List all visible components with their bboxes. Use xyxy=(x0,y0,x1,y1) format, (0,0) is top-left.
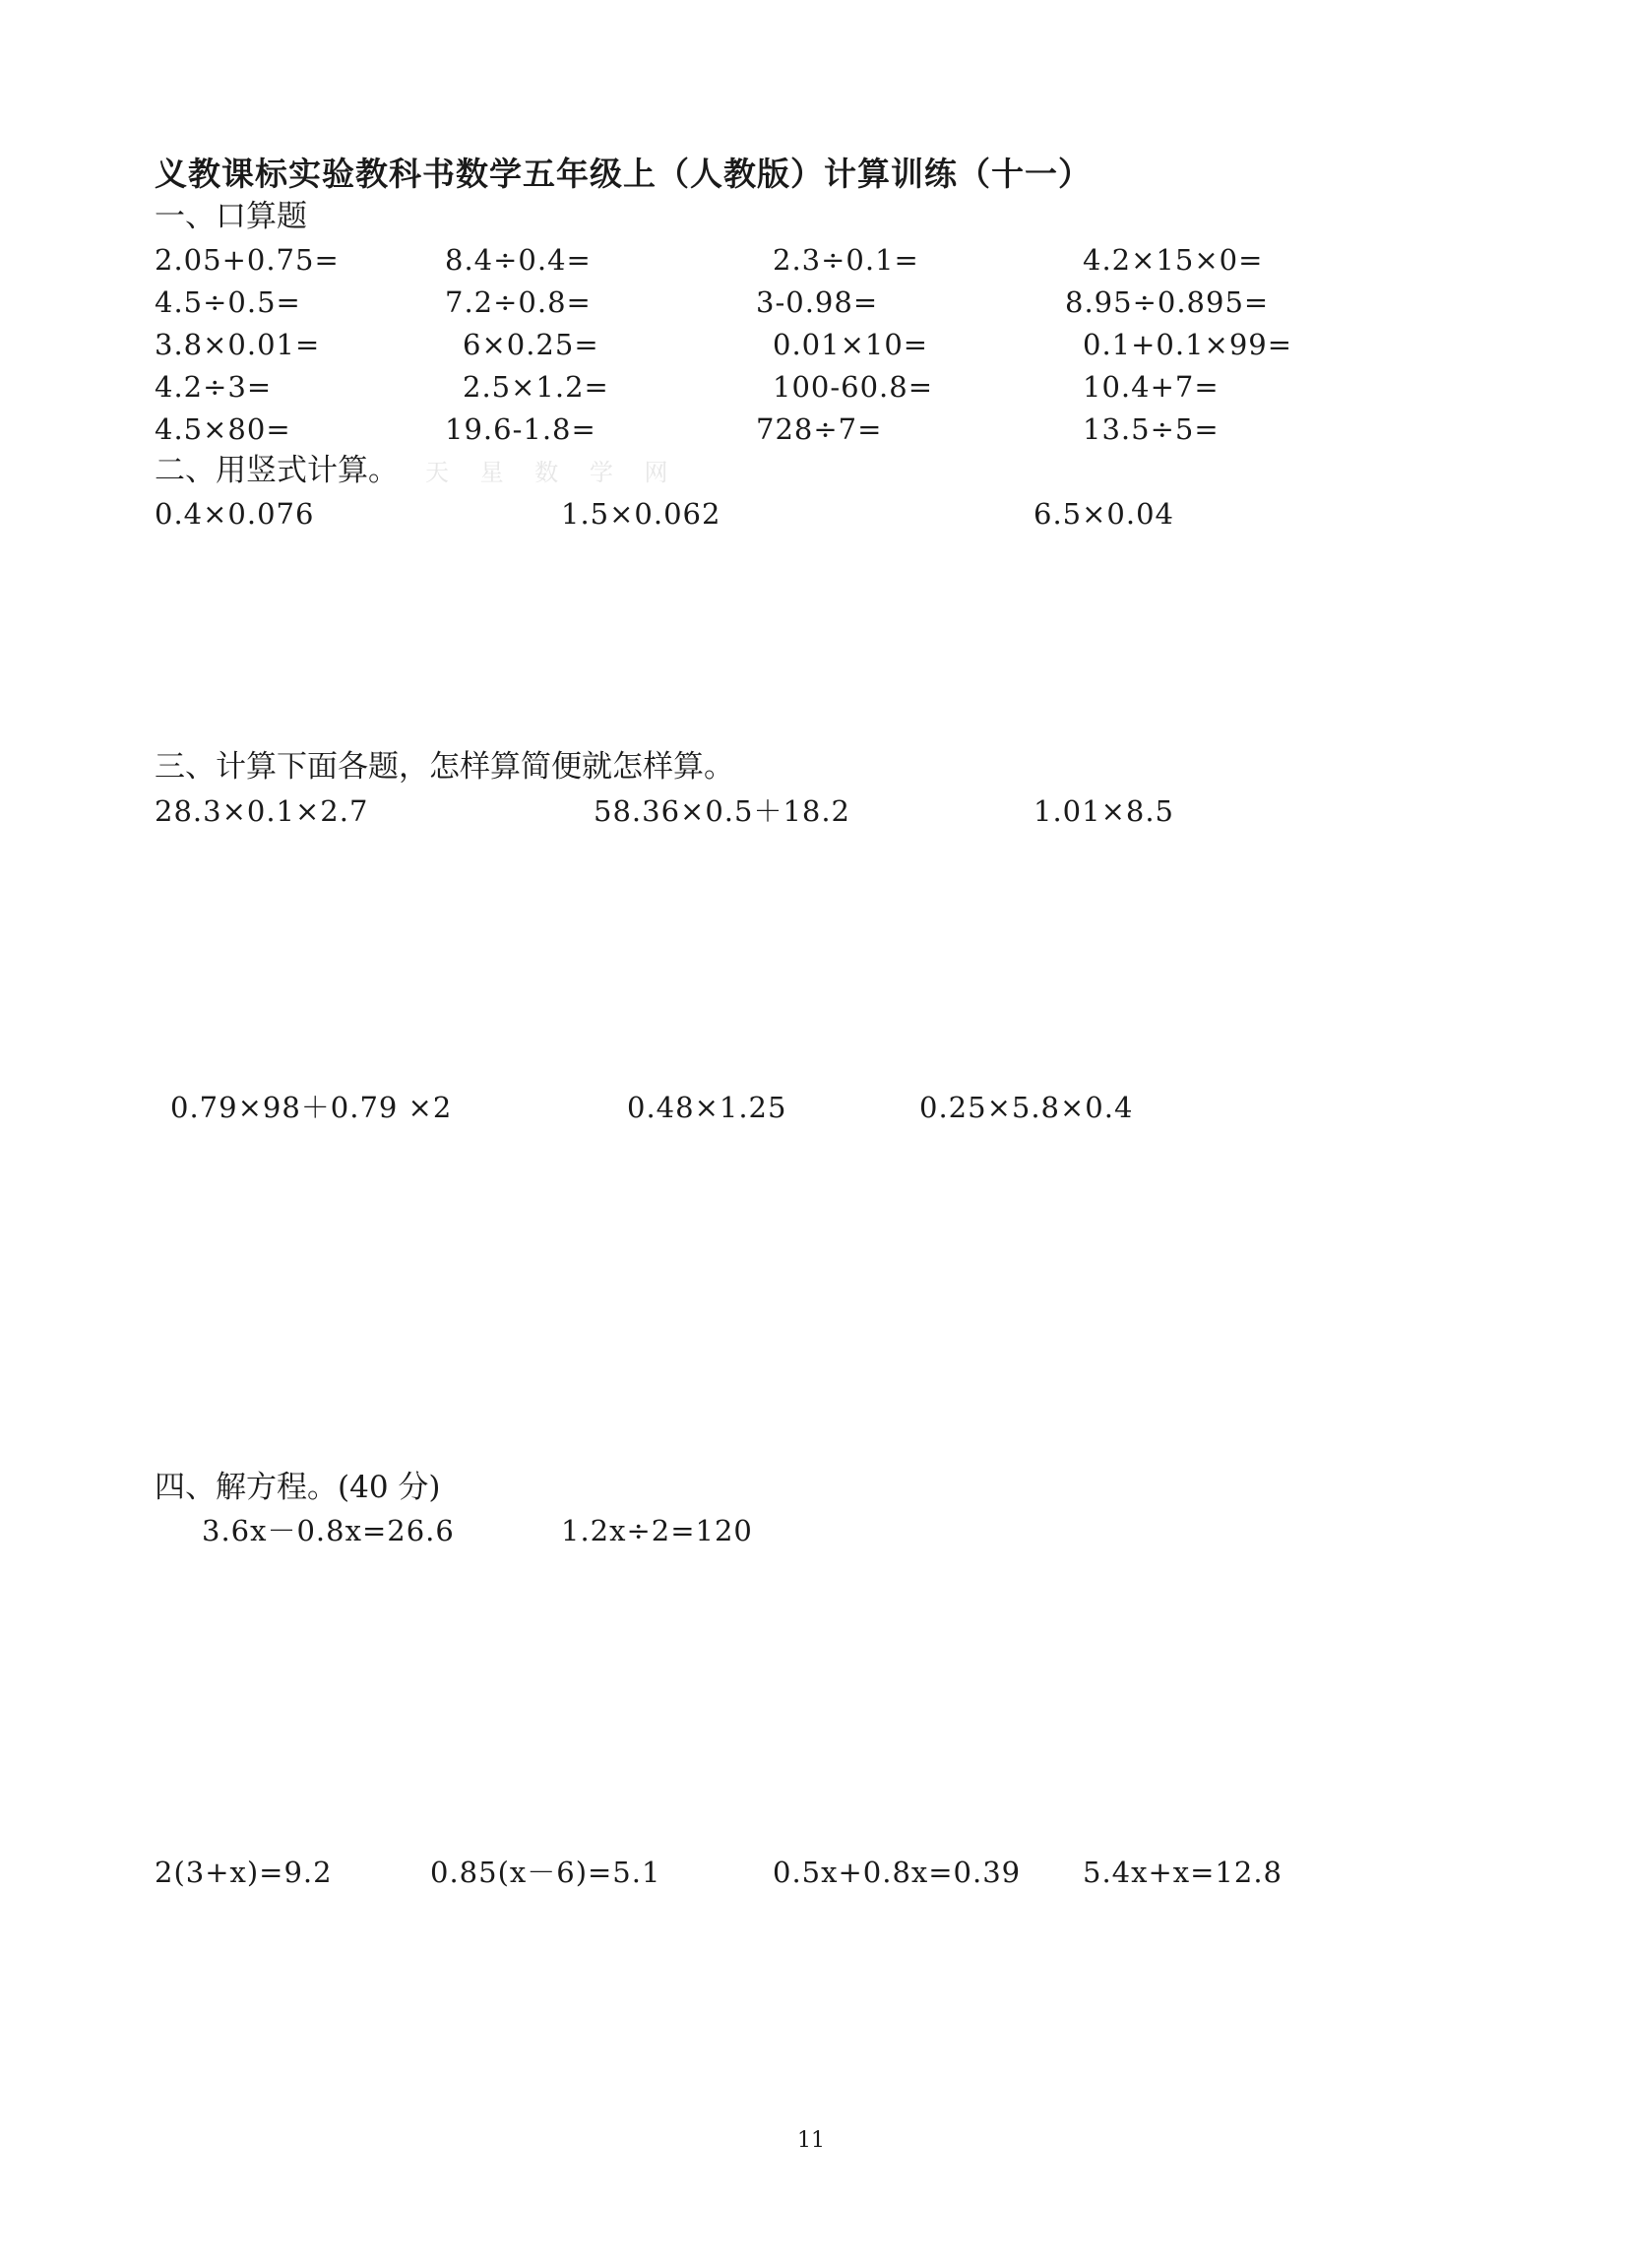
oral-problem: 100-60.8= xyxy=(773,370,934,404)
oral-problem: 4.2×15×0= xyxy=(1083,243,1264,277)
vertical-calc-problem: 1.5×0.062 xyxy=(561,497,721,531)
watermark: 天 星 数 学 网 xyxy=(425,459,680,486)
oral-problem: 3-0.98= xyxy=(756,285,879,319)
oral-problem: 6×0.25= xyxy=(463,328,599,361)
equation-problem: 3.6x－0.8x=26.6 xyxy=(202,1514,455,1547)
equation-problem: 5.4x+x=12.8 xyxy=(1083,1856,1283,1889)
simplify-problem: 0.79×98＋0.79 ×2 xyxy=(170,1091,453,1124)
vertical-calc-problem: 6.5×0.04 xyxy=(1033,497,1174,531)
oral-problem: 7.2÷0.8= xyxy=(445,285,592,319)
section3-heading: 三、计算下面各题，怎样算简便就怎样算。 xyxy=(155,749,734,785)
equation-problem: 2(3+x)=9.2 xyxy=(155,1856,333,1889)
equation-problem: 0.5x+0.8x=0.39 xyxy=(773,1856,1022,1889)
oral-problem: 0.1+0.1×99= xyxy=(1083,328,1293,361)
oral-problem: 0.01×10= xyxy=(773,328,929,361)
oral-problem: 4.5×80= xyxy=(155,412,291,446)
simplify-problem: 28.3×0.1×2.7 xyxy=(155,794,369,828)
oral-problem: 4.5÷0.5= xyxy=(155,285,301,319)
section2-heading: 二、用竖式计算。 xyxy=(155,453,399,488)
oral-problem: 3.8×0.01= xyxy=(155,328,321,361)
oral-problem: 2.05+0.75= xyxy=(155,243,340,277)
oral-problem: 8.95÷0.895= xyxy=(1065,285,1270,319)
vertical-calc-problem: 0.4×0.076 xyxy=(155,497,315,531)
equation-problem: 0.85(x－6)=5.1 xyxy=(430,1856,661,1889)
oral-problem: 13.5÷5= xyxy=(1083,412,1220,446)
simplify-problem: 1.01×8.5 xyxy=(1033,794,1174,828)
page-title: 义教课标实验教科书数学五年级上（人教版）计算训练（十一） xyxy=(155,155,1092,193)
simplify-problem: 0.48×1.25 xyxy=(627,1091,787,1124)
simplify-problem: 58.36×0.5＋18.2 xyxy=(594,794,851,828)
oral-problem: 2.5×1.2= xyxy=(463,370,609,404)
oral-problem: 4.2÷3= xyxy=(155,370,273,404)
oral-problem: 2.3÷0.1= xyxy=(773,243,919,277)
section1-heading: 一、口算题 xyxy=(155,199,307,234)
simplify-problem: 0.25×5.8×0.4 xyxy=(919,1091,1134,1124)
oral-problem: 8.4÷0.4= xyxy=(445,243,592,277)
oral-problem: 728÷7= xyxy=(756,412,883,446)
oral-problem: 19.6-1.8= xyxy=(445,412,596,446)
oral-problem: 10.4+7= xyxy=(1083,370,1220,404)
page-number: 11 xyxy=(797,2128,825,2153)
equation-problem: 1.2x÷2=120 xyxy=(561,1514,753,1547)
section4-heading: 四、解方程。(40 分) xyxy=(155,1470,441,1505)
